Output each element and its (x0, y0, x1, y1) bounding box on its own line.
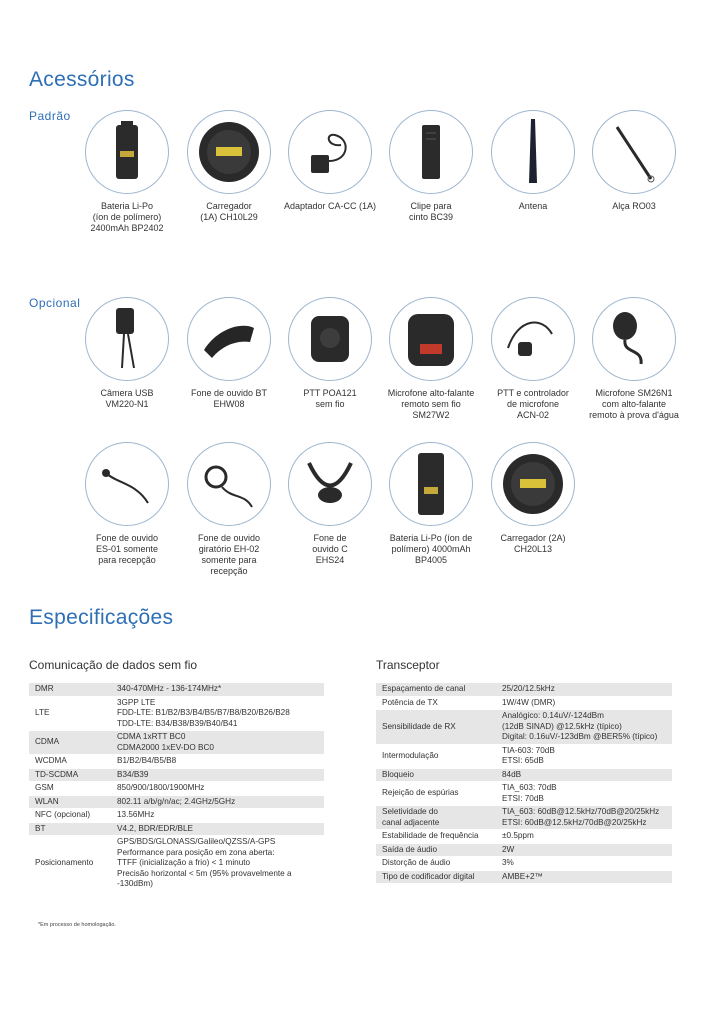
standard-label: Padrão (29, 109, 71, 123)
antenna-icon (492, 111, 574, 193)
charger-2a-icon (492, 443, 574, 525)
ptt-controller-icon (492, 298, 574, 380)
table-row (29, 836, 324, 892)
transceiver-spec-table (376, 683, 672, 884)
accessory-caption: Fone de ouvido giratório EH-02 somente para recepção (197, 533, 261, 576)
specs-title: Especificações (29, 606, 174, 629)
spec-key: Distorção de áudio (376, 857, 496, 871)
accessory-caption: Carregador (2A) CH20L13 (500, 533, 566, 554)
spec-value: 13.56MHz (111, 809, 324, 823)
accessory-wireless-speaker-mic (383, 297, 479, 421)
table-row (29, 809, 324, 823)
accessory-adapter (282, 110, 378, 212)
spec-value: 802.11 a/b/g/n/ac; 2.4GHz/5GHz (111, 795, 324, 809)
wireless-ptt-icon (289, 298, 371, 380)
accessory-caption: Fone de ouvido C EHS24 (312, 533, 348, 565)
spec-key: Intermodulação (376, 744, 496, 768)
strap-icon (593, 111, 675, 193)
spec-key: Posicionamento (29, 836, 111, 892)
spec-key: GSM (29, 782, 111, 796)
spec-key: TD-SCDMA (29, 768, 111, 782)
table-row (376, 782, 672, 806)
spec-key: Bloqueio (376, 768, 496, 782)
battery-large-icon (390, 443, 472, 525)
swivel-earpiece-icon (188, 443, 270, 525)
spec-value: TIA_603: 60dB@12.5kHz/70dB@20/25kHz ETSI: 60dB@12.5kHz/70dB@20/25kHz (496, 806, 672, 830)
spec-value: B1/B2/B4/B5/B8 (111, 755, 324, 769)
accessory-bt-earpiece (181, 297, 277, 410)
table-row (376, 683, 672, 696)
earpiece-icon (86, 443, 168, 525)
accessory-caption: Adaptador CA-CC (1A) (283, 201, 377, 211)
table-row (29, 795, 324, 809)
spec-key: DMR (29, 683, 111, 696)
bt-earpiece-icon (188, 298, 270, 380)
spec-value: Analógico: 0.14uV/-124dBm (12dB SINAD) @12.5kHz (típico) Digital: 0.16uV/-123dBm @BER5% (típico) (496, 710, 672, 745)
accessory-caption: Antena (518, 201, 548, 211)
accessory-charger (181, 110, 277, 223)
spec-value: TIA_603: 70dB ETSI: 70dB (496, 782, 672, 806)
table-row (29, 782, 324, 796)
accessories-title: Acessórios (29, 68, 135, 91)
spec-value: 3GPP LTE FDD-LTE: B1/B2/B3/B4/B5/B7/B8/B20/B26/B28 TDD-LTE: B34/B38/B39/B40/B41 (111, 696, 324, 731)
accessory-earpiece (79, 442, 175, 566)
table-row (376, 806, 672, 830)
spec-value: V4.2, BDR/EDR/BLE (111, 822, 324, 836)
accessory-antenna (485, 110, 581, 212)
accessory-caption: Fone de ouvido BT EHW08 (190, 388, 268, 409)
spec-key: Rejeição de espúrias (376, 782, 496, 806)
accessory-caption: Clipe para cinto BC39 (408, 201, 454, 222)
spec-key: Saída de áudio (376, 843, 496, 857)
accessory-ptt-controller (485, 297, 581, 421)
spec-key: Potência de TX (376, 696, 496, 710)
accessory-caption: Microfone SM26N1 com alto-falante remoto à prova d'água (589, 388, 679, 420)
accessory-caption: Fone de ouvido ES-01 somente para recepção (95, 533, 159, 565)
accessory-caption: Microfone alto-falante remoto sem fio SM27W2 (387, 388, 475, 420)
accessory-caption: Carregador (1A) CH10L29 (200, 201, 258, 222)
charger-icon (188, 111, 270, 193)
accessory-swivel-earpiece (181, 442, 277, 577)
table-row (376, 857, 672, 871)
accessory-charger-2a (485, 442, 581, 555)
spec-key: NFC (opcional) (29, 809, 111, 823)
spec-key: CDMA (29, 731, 111, 755)
spec-value: ±0.5ppm (496, 830, 672, 844)
table-row (29, 768, 324, 782)
table-row (376, 870, 672, 884)
accessory-speaker-mic (586, 297, 682, 421)
table-row (29, 755, 324, 769)
table-row (376, 768, 672, 782)
accessory-belt-clip (383, 110, 479, 223)
footnote: *Em processo de homologação. (38, 922, 116, 928)
spec-value: AMBE+2™ (496, 870, 672, 884)
accessory-battery (79, 110, 175, 234)
accessory-caption: PTT e controlador de microfone ACN-02 (497, 388, 569, 420)
belt-clip-icon (390, 111, 472, 193)
table-row (29, 683, 324, 696)
accessory-battery-large (383, 442, 479, 566)
accessory-strap (586, 110, 682, 212)
usb-camera-icon (86, 298, 168, 380)
spec-value: TIA-603: 70dB ETSI: 65dB (496, 744, 672, 768)
headset-icon (289, 443, 371, 525)
spec-value: CDMA 1xRTT BC0 CDMA2000 1xEV-DO BC0 (111, 731, 324, 755)
spec-value: 25/20/12.5kHz (496, 683, 672, 696)
spec-value: 3% (496, 857, 672, 871)
wireless-section-title: Comunicação de dados sem fio (29, 658, 198, 672)
accessory-usb-camera (79, 297, 175, 410)
wireless-speaker-mic-icon (390, 298, 472, 380)
table-row (376, 843, 672, 857)
spec-value: GPS/BDS/GLONASS/Galileo/QZSS/A-GPS Performance para posição em zona aberta: TTFF (inicialização a frio) < 1 minuto Precisão horizontal < 5m (95% provavelmente a -130dBm) (111, 836, 324, 892)
spec-value: 2W (496, 843, 672, 857)
accessory-caption: Bateria Li-Po (íon de polímero) 2400mAh BP2402 (90, 201, 164, 233)
table-row (376, 830, 672, 844)
speaker-mic-icon (593, 298, 675, 380)
table-row (29, 822, 324, 836)
table-row (29, 696, 324, 731)
spec-value: B34/B39 (111, 768, 324, 782)
table-row (376, 710, 672, 745)
battery-icon (86, 111, 168, 193)
spec-value: 850/900/1800/1900MHz (111, 782, 324, 796)
spec-key: WCDMA (29, 755, 111, 769)
accessory-caption: Alça RO03 (612, 201, 656, 211)
table-row (29, 731, 324, 755)
spec-key: LTE (29, 696, 111, 731)
spec-key: WLAN (29, 795, 111, 809)
spec-key: Sensibilidade de RX (376, 710, 496, 745)
spec-value: 1W/4W (DMR) (496, 696, 672, 710)
transceiver-section-title: Transceptor (376, 658, 440, 672)
accessory-caption: Bateria Li-Po (íon de polímero) 4000mAh BP4005 (389, 533, 473, 565)
spec-key: Estabilidade de frequência (376, 830, 496, 844)
adapter-icon (289, 111, 371, 193)
optional-label: Opcional (29, 296, 81, 310)
accessory-caption: PTT POA121 sem fio (303, 388, 357, 409)
table-row (376, 744, 672, 768)
accessory-wireless-ptt (282, 297, 378, 410)
spec-value: 84dB (496, 768, 672, 782)
spec-key: Seletividade do canal adjacente (376, 806, 496, 830)
wireless-spec-table (29, 683, 324, 892)
table-row (376, 696, 672, 710)
spec-key: Espaçamento de canal (376, 683, 496, 696)
spec-key: Tipo de codificador digital (376, 870, 496, 884)
accessory-headset (282, 442, 378, 566)
accessory-caption: Câmera USB VM220-N1 (100, 388, 154, 409)
spec-value: 340-470MHz - 136-174MHz* (111, 683, 324, 696)
spec-key: BT (29, 822, 111, 836)
